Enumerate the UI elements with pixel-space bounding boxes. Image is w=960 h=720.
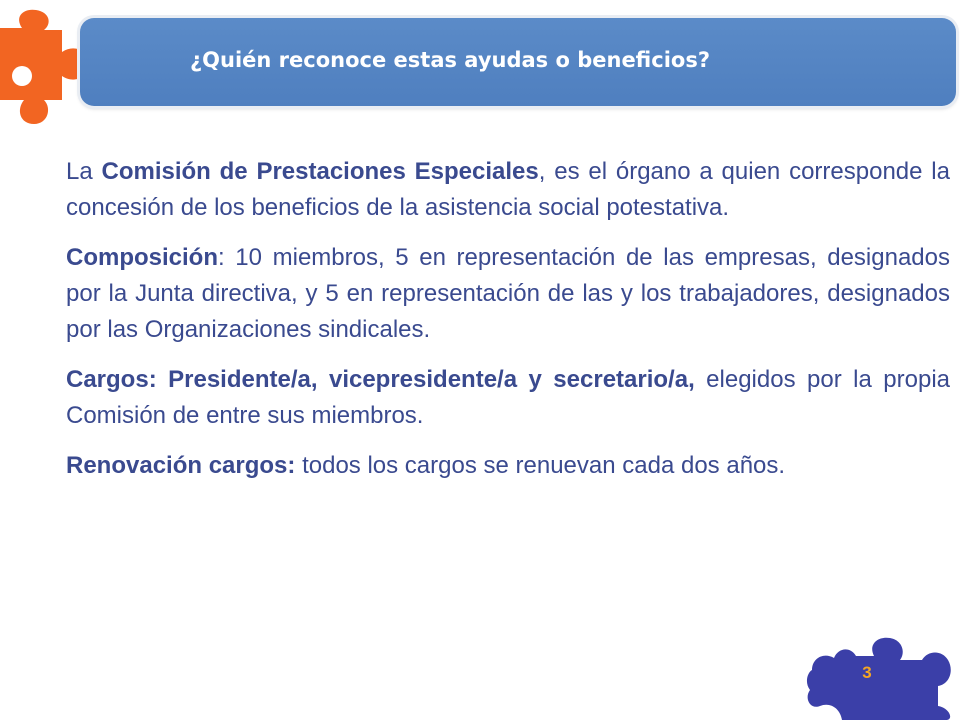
paragraph-heading: Comisión de Prestaciones Especiales bbox=[101, 158, 539, 185]
paragraph-comision bbox=[66, 154, 950, 226]
paragraph-renovacion bbox=[66, 448, 950, 484]
paragraph-prefix: La bbox=[66, 158, 102, 185]
main-content bbox=[66, 154, 950, 498]
page-title: ¿Quién reconoce estas ayudas o beneficios? bbox=[190, 48, 711, 72]
paragraph-cargos bbox=[66, 362, 950, 434]
paragraph-composicion bbox=[66, 240, 950, 348]
page-number: 3 bbox=[862, 663, 872, 682]
blue-puzzle-piece-icon bbox=[804, 636, 960, 720]
paragraph-text: elegidos por la propia Comisión de entre sus miembros. bbox=[66, 366, 950, 429]
paragraph-heading: Renovación cargos: bbox=[66, 452, 296, 479]
paragraph-text: todos los cargos se renuevan cada dos años. bbox=[295, 452, 786, 479]
paragraph-text: , es el órgano a quien corresponde la concesión de los beneficios de la asistencia social potestativa. bbox=[66, 158, 950, 221]
paragraph-text: : 10 miembros, 5 en representación de las empresas, designados por la Junta directiva, y 5 en representación de las y los trabajadores, designados por las Organizaciones sindicales. bbox=[66, 244, 950, 343]
paragraph-heading: Composición bbox=[66, 244, 219, 271]
paragraph-heading: Cargos: Presidente/a, vicepresidente/a y secretario/a, bbox=[66, 366, 695, 393]
